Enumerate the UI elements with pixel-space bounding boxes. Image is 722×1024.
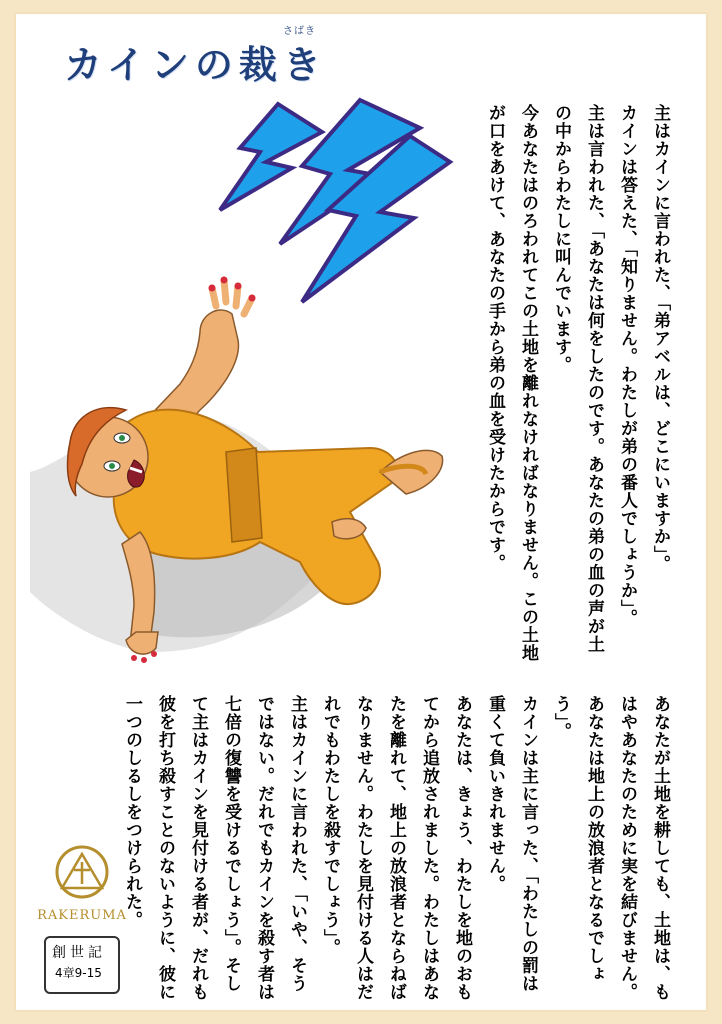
page-title: カインの裁き xyxy=(64,43,327,87)
reference-book: 創世記 xyxy=(52,945,106,961)
main-passage xyxy=(478,104,676,664)
lightning-bolts xyxy=(220,100,450,302)
lower-verse-2: カインは主に言った、「わたしの罰は重くて負いきれません。 xyxy=(485,695,538,993)
lower-verse-3: あなたは、きょう、わたしを地のおもてから追放されました。わたしはあなたを離れて、地上の放浪者とならねばなりません。わたしを見付ける人はだれでもわたしを殺すでしょう」。 xyxy=(320,695,472,1001)
title-ruby: さばき xyxy=(283,26,316,37)
lower-verse-4: 主はカインに言われた、「いや、そうではない。だれでもカインを殺す者は七倍の復讐を受けるでしょう」。そして主はカインを見付ける者が、だれも彼を打ち殺すことのないように、彼に一つのしるしをつけられた。 xyxy=(122,695,307,1001)
illustration-cain-judgment xyxy=(30,92,490,672)
lower-passage xyxy=(115,695,676,1010)
main-verse-1: 主はカインに言われた、「弟アベルは、どこにいますか」。 xyxy=(650,104,670,573)
logo-text: RAKERUMA xyxy=(37,908,127,923)
main-verse-2: カインは答えた、「知りません。わたしが弟の番人でしょうか」。 xyxy=(617,104,637,627)
main-verse-4: 今あなたはのろわれてこの土地を離れなければなりません。この土地が口をあけて、あなたの手から弟の血を受けたからです。 xyxy=(485,104,538,662)
scripture-reference xyxy=(44,936,120,994)
lower-verse-1: あなたが土地を耕しても、土地は、もはやあなたのために実を結びません。あなたは地上の放浪者となるでしょう」。 xyxy=(551,695,670,1001)
cross-triangle-icon xyxy=(54,844,110,900)
reference-chapter-verse: 4章9-15 xyxy=(55,966,102,980)
main-verse-3: 主は言われた、「あなたは何をしたのです。あなたの弟の血の声が土の中からわたしに叫んでいます。 xyxy=(551,104,604,654)
paper-sheet xyxy=(14,12,708,1012)
rakeruma-logo xyxy=(36,844,128,923)
